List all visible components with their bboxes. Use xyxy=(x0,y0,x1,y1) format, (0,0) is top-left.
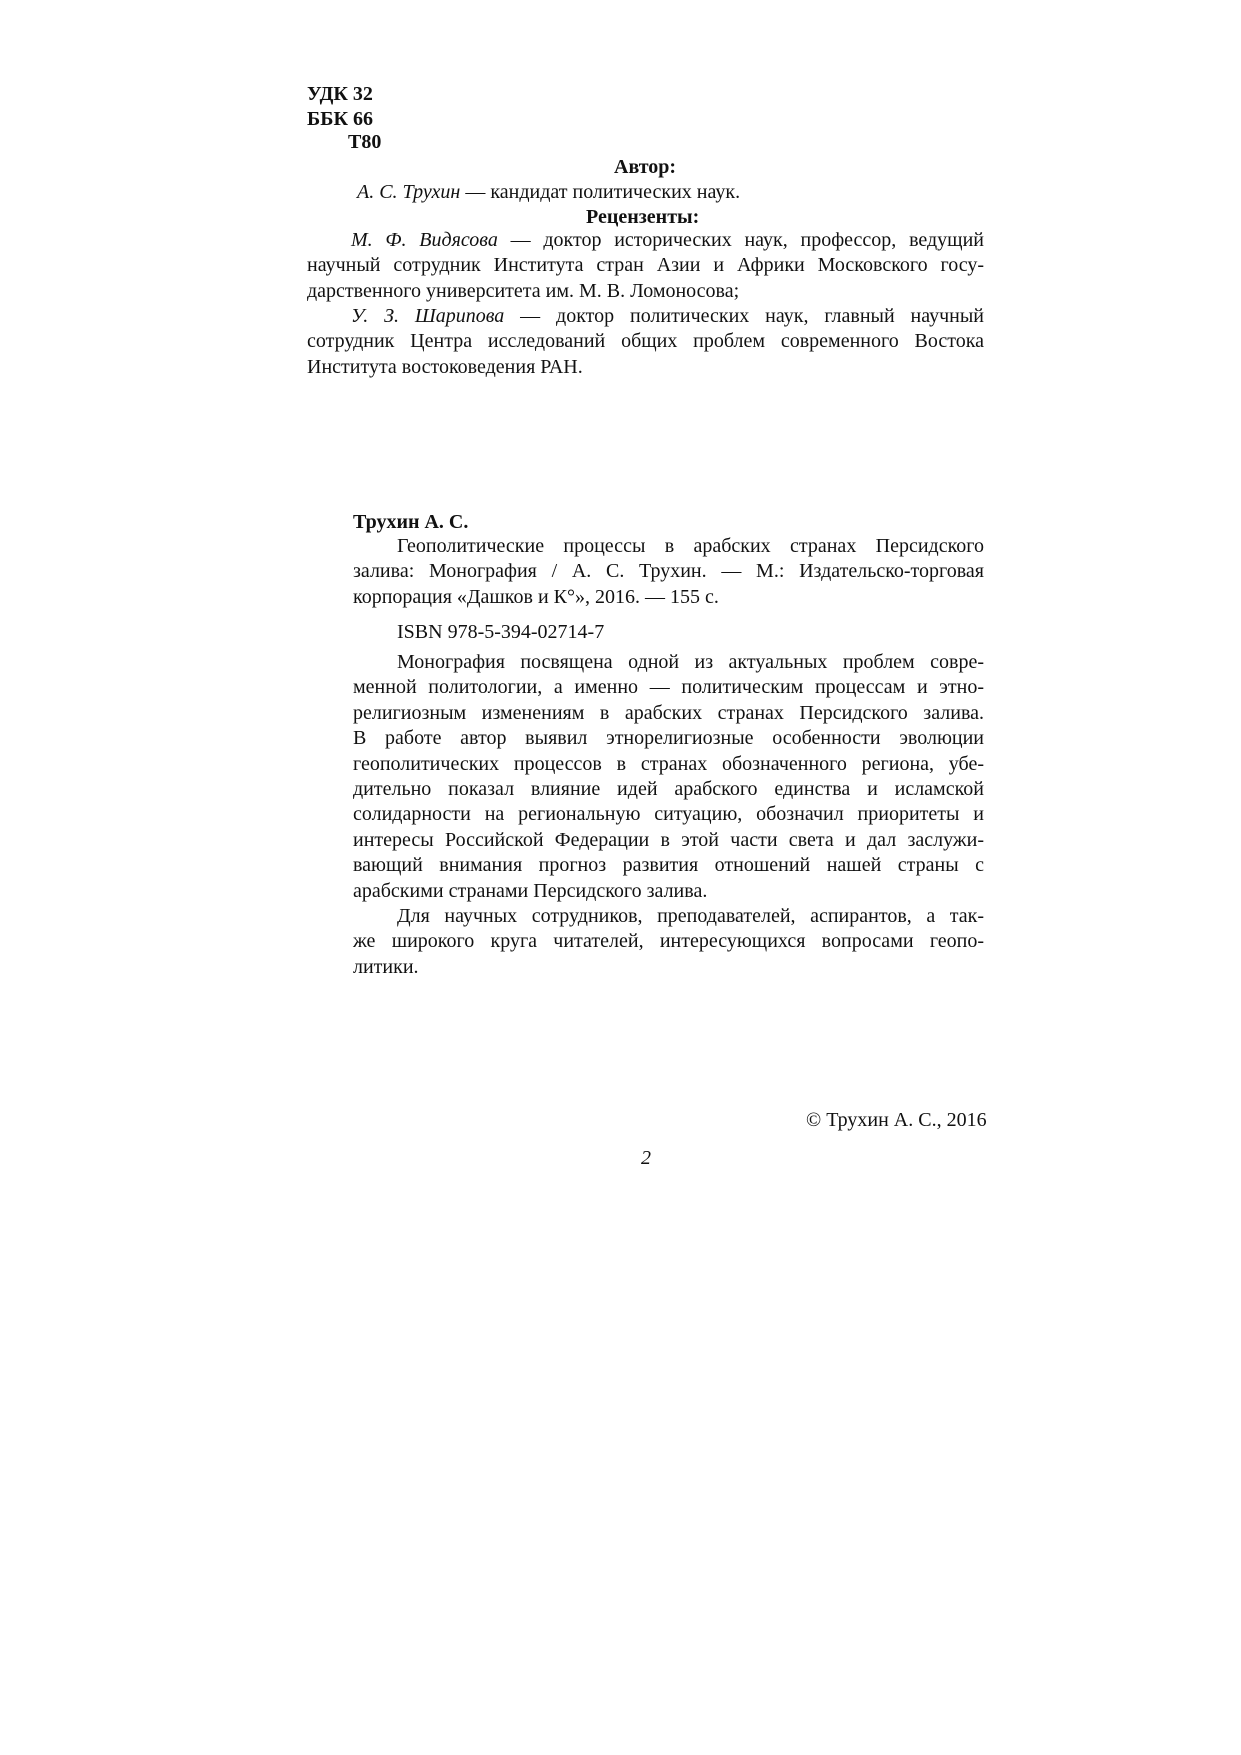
abstract-line: интересы Российской Федерации в этой части света и дал заслужи- xyxy=(353,828,984,851)
audience-line: литики. xyxy=(353,955,419,978)
isbn: ISBN 978-5-394-02714-7 xyxy=(397,621,605,643)
abstract-line: вающий внимания прогноз развития отношений нашей страны с xyxy=(353,854,984,877)
reviewer-1-line-3: дарственного университета им. М. В. Ломоносова; xyxy=(307,279,740,302)
author-mark: Т80 xyxy=(348,131,382,153)
page-number: 2 xyxy=(641,1147,651,1169)
reviewer-2-line-1: У. З. Шарипова — доктор политических наук, главный научный xyxy=(351,305,984,327)
abstract-line: геополитических процессов в странах обозначенного региона, убе- xyxy=(353,752,984,775)
reviewer-2-block xyxy=(307,304,984,380)
catalog-description-line: Геополитические процессы в арабских странах Персидского xyxy=(397,535,984,557)
reviewer-1-line-1: М. Ф. Видясова — доктор исторических наук, профессор, ведущий xyxy=(351,229,984,251)
catalog-description-line: залива: Монография / А. С. Трухин. — М.: Издательско-торговая xyxy=(353,560,984,583)
reviewer-2-name: У. З. Шарипова xyxy=(351,305,505,327)
reviewer-1-block xyxy=(307,228,984,304)
reviewer-2-line-2: сотрудник Центра исследований общих проблем современного Востока xyxy=(307,330,984,353)
abstract-line: В работе автор выявил этнорелигиозные особенности эволюции xyxy=(353,727,984,750)
author-line xyxy=(357,180,740,204)
abstract-line: менной политологии, а именно — политическим процессам и этно- xyxy=(353,676,984,699)
page-number-clip xyxy=(641,1146,651,1169)
audience-line: Для научных сотрудников, преподавателей, аспирантов, а так- xyxy=(397,905,984,927)
reviewers-heading: Рецензенты: xyxy=(586,206,700,228)
udk-code: УДК 32 xyxy=(307,83,373,105)
abstract-line: религиозным изменениям в арабских странах Персидского залива. xyxy=(353,701,984,724)
catalog-description xyxy=(353,534,984,610)
abstract-line: солидарности на региональную ситуацию, обозначил приоритеты и xyxy=(353,803,984,826)
author-heading: Автор: xyxy=(614,156,677,178)
bbk-code: ББК 66 xyxy=(307,108,373,130)
abstract-line: арабскими странами Персидского залива. xyxy=(353,879,708,902)
abstract xyxy=(353,650,984,904)
copyright: © Трухин А. С., 2016 xyxy=(806,1109,987,1131)
catalog-description-line: корпорация «Дашков и К°», 2016. — 155 с. xyxy=(353,585,719,608)
reviewer-2-line-3: Института востоковедения РАН. xyxy=(307,355,583,378)
reviewer-1-name: М. Ф. Видясова xyxy=(351,229,498,251)
catalog-author-heading: Трухин А. С. xyxy=(353,511,469,533)
author-name: А. С. Трухин xyxy=(357,181,461,203)
author-description: — кандидат политических наук. xyxy=(460,181,741,203)
abstract-line: Монография посвящена одной из актуальных проблем совре- xyxy=(397,651,984,673)
audience xyxy=(353,904,984,980)
audience-line: же широкого круга читателей, интересующихся вопросами геопо- xyxy=(353,930,984,953)
reviewer-1-line-2: научный сотрудник Института стран Азии и Африки Московского госу- xyxy=(307,254,984,277)
abstract-line: дительно показал влияние идей арабского единства и исламской xyxy=(353,777,984,800)
